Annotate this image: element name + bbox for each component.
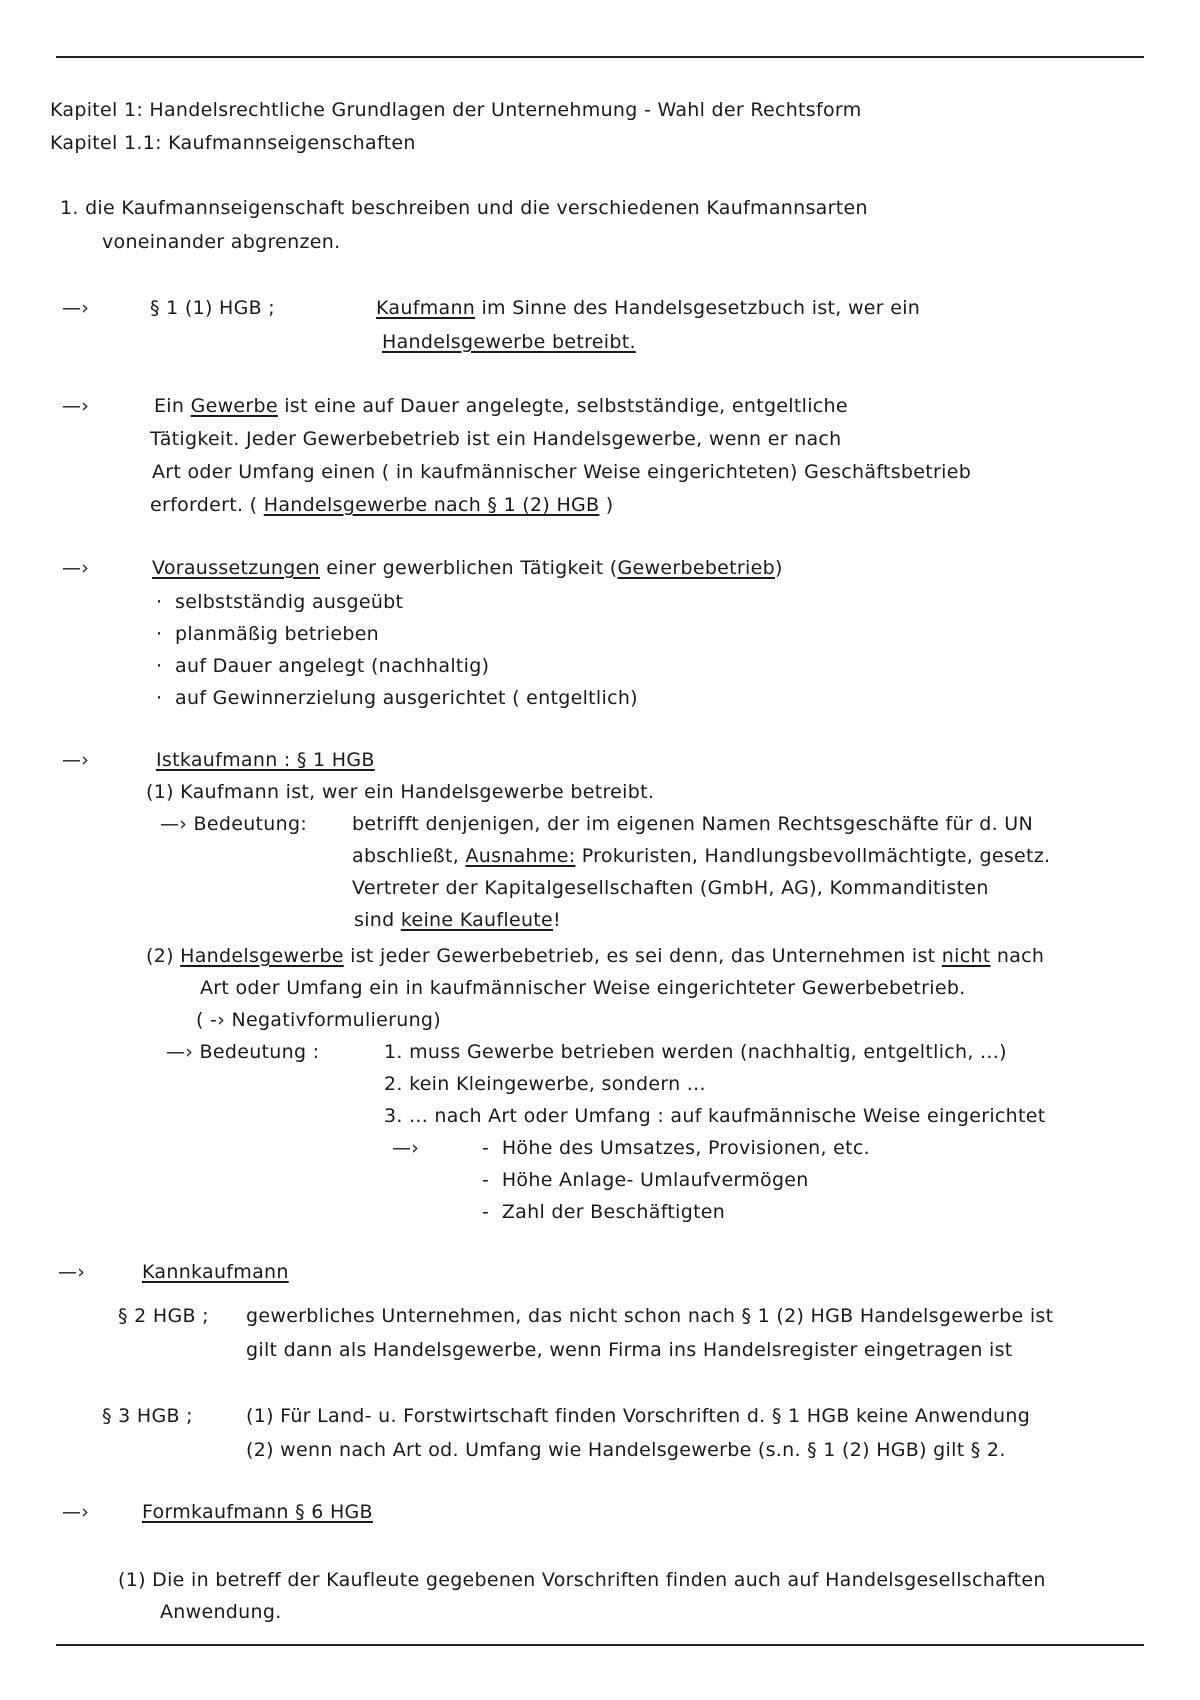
bedeutung-line-3: Vertreter der Kapitalgesellschaften (GmbH, AG), Kommanditisten: [352, 877, 989, 899]
gewerbe-line-1: [154, 394, 848, 418]
bedeutung-line-1: betrifft denjenigen, der im eigenen Namen Rechtsgeschäfte für d. UN: [352, 813, 1033, 835]
chapter-heading: Kapitel 1: Handelsrechtliche Grundlagen der Unternehmung - Wahl der Rechtsform: [50, 99, 862, 121]
list-item-text: auf Gewinnerzielung ausgerichtet ( entgeltlich): [175, 687, 638, 709]
text: Ein: [154, 395, 191, 417]
text: einer gewerblichen Tätigkeit (: [319, 557, 618, 579]
definition-text: im Sinne des Handelsgesetzbuch ist, wer ein: [475, 297, 921, 319]
term-keine-kaufleute: keine Kaufleute: [400, 909, 554, 931]
text: sind: [354, 909, 401, 931]
term-gewerbe: Gewerbe: [190, 395, 278, 417]
istkaufmann-p2-line-2: Art oder Umfang ein in kaufmännischer Weise eingerichteter Gewerbebetrieb.: [200, 977, 966, 999]
voraussetzungen-title: [152, 556, 783, 580]
text: abschließt,: [352, 845, 466, 867]
list-item: · auf Gewinnerzielung ausgerichtet ( entgeltlich): [156, 687, 638, 709]
gewerbe-line-2: Tätigkeit. Jeder Gewerbebetrieb ist ein Handelsgewerbe, wenn er nach: [150, 428, 842, 450]
gewerbe-line-4: [150, 493, 613, 517]
text: ): [774, 557, 783, 579]
handelsgewerbe-ref: Handelsgewerbe nach § 1 (2) HGB: [263, 494, 600, 516]
paragraph-3-line-2: (2) wenn nach Art od. Umfang wie Handelsgewerbe (s.n. § 1 (2) HGB) gilt § 2.: [246, 1439, 1006, 1461]
task-line-1: 1. die Kaufmannseigenschaft beschreiben und die verschiedenen Kaufmannsarten: [60, 197, 868, 219]
istkaufmann-title: Istkaufmann : § 1 HGB: [156, 749, 375, 771]
formkaufmann-title: Formkaufmann § 6 HGB: [142, 1501, 373, 1523]
sub-item-text: Zahl der Beschäftigten: [501, 1201, 726, 1223]
arrow-icon: —›: [62, 297, 90, 319]
sub-item: - Höhe Anlage- Umlaufvermögen: [482, 1169, 809, 1191]
list-item: · planmäßig betrieben: [156, 623, 380, 645]
list-item-text: planmäßig betrieben: [175, 623, 380, 645]
sub-item-text: Höhe des Umsatzes, Provisionen, etc.: [501, 1137, 871, 1159]
formkaufmann-line-1: (1) Die in betreff der Kaufleute gegebenen Vorschriften finden auch auf Handelsgesellschaften: [118, 1569, 1046, 1591]
arrow-icon: —›: [392, 1137, 420, 1159]
arrow-icon: —›: [58, 1261, 86, 1283]
arrow-icon: —›: [62, 1501, 90, 1523]
negativformulierung-note: ( -› Negativformulierung): [196, 1009, 441, 1031]
subchapter-heading: Kapitel 1.1: Kaufmannseigenschaften: [50, 132, 416, 154]
term-gewerbebetrieb: Gewerbebetrieb: [617, 557, 775, 579]
arrow-icon: —›: [62, 557, 90, 579]
numbered-item-1: 1. muss Gewerbe betrieben werden (nachhaltig, entgeltlich, ...): [384, 1041, 1007, 1063]
bottom-rule: [56, 1644, 1144, 1646]
bedeutung-line-4: [354, 908, 561, 932]
sub-item: - Höhe des Umsatzes, Provisionen, etc.: [482, 1137, 871, 1159]
text: ): [599, 494, 614, 516]
task-line-2: voneinander abgrenzen.: [102, 231, 341, 253]
term-ausnahme: Ausnahme:: [465, 845, 576, 867]
numbered-item-3: 3. ... nach Art oder Umfang : auf kaufmännische Weise eingerichtet: [384, 1105, 1046, 1127]
text: ist eine auf Dauer angelegte, selbstständige, entgeltliche: [277, 395, 848, 417]
kannkaufmann-title: Kannkaufmann: [142, 1261, 289, 1283]
paragraph-2-line-2: gilt dann als Handelsgewerbe, wenn Firma ins Handelsregister eingetragen ist: [246, 1339, 1013, 1361]
text: erfordert. (: [150, 494, 264, 516]
arrow-icon: —›: [62, 395, 90, 417]
paragraph-2-ref: § 2 HGB ;: [118, 1305, 209, 1327]
term-nicht: nicht: [941, 945, 991, 967]
paragraph-2-line-1: gewerbliches Unternehmen, das nicht schon nach § 1 (2) HGB Handelsgewerbe ist: [246, 1305, 1054, 1327]
text: Prokuristen, Handlungsbevollmächtigte, gesetz.: [575, 845, 1051, 867]
text: nach: [990, 945, 1045, 967]
bedeutung-line-2: [352, 844, 1050, 868]
sub-item-text: Höhe Anlage- Umlaufvermögen: [501, 1169, 809, 1191]
term-handelsgewerbe: Handelsgewerbe: [180, 945, 344, 967]
formkaufmann-line-2: Anwendung.: [160, 1601, 282, 1623]
paragraph-3-line-1: (1) Für Land- u. Forstwirtschaft finden Vorschriften d. § 1 HGB keine Anwendung: [246, 1405, 1031, 1427]
text: ist jeder Gewerbebetrieb, es sei denn, das Unternehmen ist: [343, 945, 942, 967]
istkaufmann-p2: [146, 944, 1044, 968]
paragraph-ref: § 1 (1) HGB ;: [150, 297, 276, 319]
bedeutung-label: —› Bedeutung:: [160, 813, 308, 835]
list-item-text: selbstständig ausgeübt: [175, 591, 404, 613]
arrow-icon: —›: [62, 749, 90, 771]
istkaufmann-p1: (1) Kaufmann ist, wer ein Handelsgewerbe betreibt.: [146, 781, 655, 803]
definition-line: [376, 296, 920, 320]
gewerbe-line-3: Art oder Umfang einen ( in kaufmännischer Weise eingerichteten) Geschäftsbetrieb: [152, 461, 972, 483]
sub-item: - Zahl der Beschäftigten: [482, 1201, 726, 1223]
paragraph-3-ref: § 3 HGB ;: [102, 1405, 193, 1427]
bedeutung-label-2: —› Bedeutung :: [166, 1041, 320, 1063]
numbered-item-2: 2. kein Kleingewerbe, sondern ...: [384, 1073, 706, 1095]
term-kaufmann: Kaufmann: [376, 297, 476, 319]
term-handelsgewerbe: Handelsgewerbe betreibt.: [382, 331, 636, 353]
list-item: · selbstständig ausgeübt: [156, 591, 404, 613]
list-item-text: auf Dauer angelegt (nachhaltig): [175, 655, 490, 677]
text: (2): [146, 945, 181, 967]
top-rule: [56, 56, 1144, 58]
text: !: [553, 909, 561, 931]
list-item: · auf Dauer angelegt (nachhaltig): [156, 655, 490, 677]
term-voraussetzungen: Voraussetzungen: [152, 557, 320, 579]
